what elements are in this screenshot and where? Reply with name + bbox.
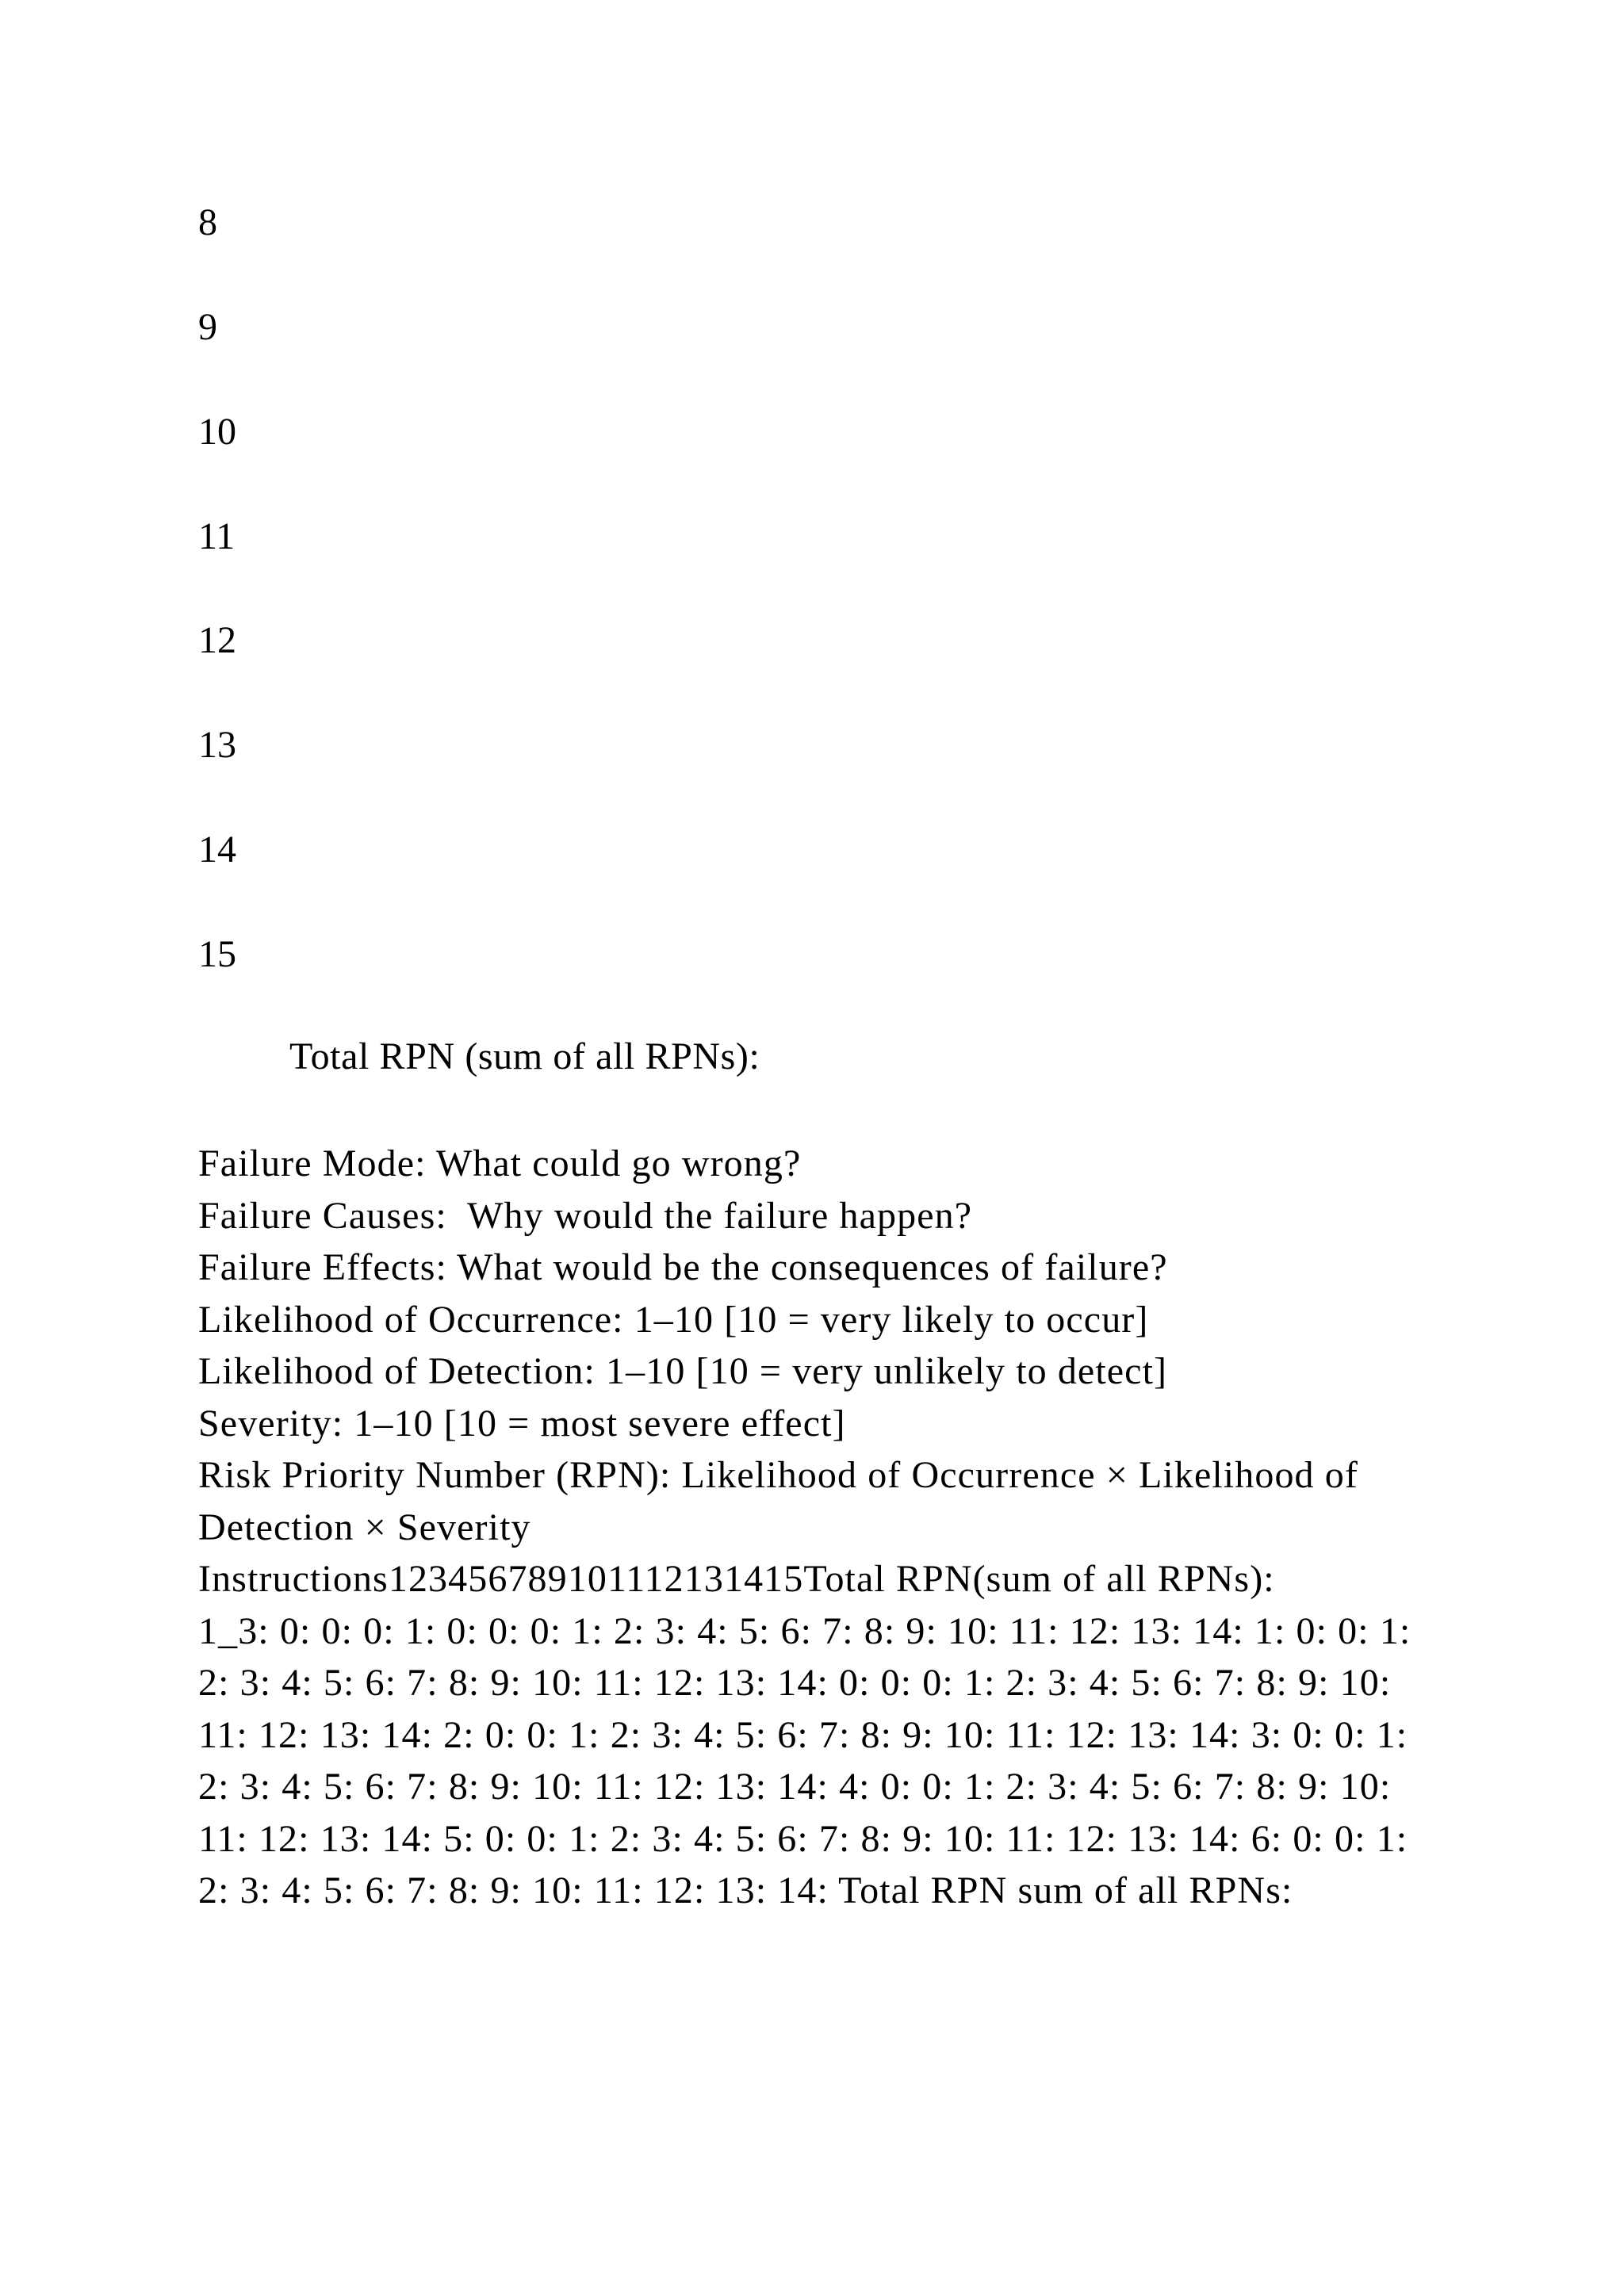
definition-failure-causes: Failure Causes: Why would the failure happen?: [198, 1194, 973, 1237]
data-dump-text: 1_3: 0: 0: 0: 1: 0: 0: 0: 1: 2: 3: 4: 5: 6: 7: 8: 9: 10: 11: 12: 13: 14: 1: 0: 0: 1: 2: 3: 4: 5: 6: 7: 8: 9: 10: 11: 12: 13: 14: 0: 0: 0: 1: 2: 3: 4: 5: 6: 7: 8: 9: 10: 11: 12: 13: 14: 2: 0: 0: 1: 2: 3: 4: 5: 6: 7: 8: 9: 10: 11: 12: 13: 14: 3: 0: 0: 1: 2: 3: 4: 5: 6: 7: 8: 9: 10: 11: 12: 13: 14: 4: 0: 0: 1: 2: 3: 4: 5: 6: 7: 8: 9: 10: 11: 12: 13: 14: 5: 0: 0: 1: 2: 3: 4: 5: 6: 7: 8: 9: 10: 11: 12: 13: 14: 6: 0: 0: 1: 2: 3: 4: 5: 6: 7: 8: 9: 10: 11: 12: 13: 14: Total RPN sum of all RPNs:: [198, 1609, 1422, 1911]
total-rpn-label: Total RPN (sum of all RPNs):: [289, 1035, 760, 1077]
row-number-14: 14: [198, 828, 236, 871]
row-number-15: 15: [198, 933, 236, 975]
row-number-8: 8: [198, 201, 217, 243]
row-number-12: 12: [198, 619, 236, 661]
definition-failure-mode: Failure Mode: What could go wrong?: [198, 1142, 802, 1184]
definition-likelihood-occurrence: Likelihood of Occurrence: 1–10 [10 = very likely to occur]: [198, 1298, 1149, 1341]
definition-likelihood-detection: Likelihood of Detection: 1–10 [10 = very unlikely to detect]: [198, 1350, 1168, 1392]
row-number-9: 9: [198, 306, 217, 348]
definition-severity: Severity: 1–10 [10 = most severe effect]: [198, 1402, 846, 1445]
definitions-block: [198, 1138, 1435, 1917]
row-number-11: 11: [198, 515, 236, 557]
definition-failure-effects: Failure Effects: What would be the consequences of failure?: [198, 1246, 1168, 1288]
instructions-line: Instructions123456789101112131415Total RPN(sum of all RPNs):: [198, 1558, 1275, 1600]
row-number-13: 13: [198, 724, 236, 766]
definition-rpn: Risk Priority Number (RPN): Likelihood of Occurrence × Likelihood of Detection × Severity: [198, 1454, 1369, 1548]
row-number-10: 10: [198, 411, 236, 453]
